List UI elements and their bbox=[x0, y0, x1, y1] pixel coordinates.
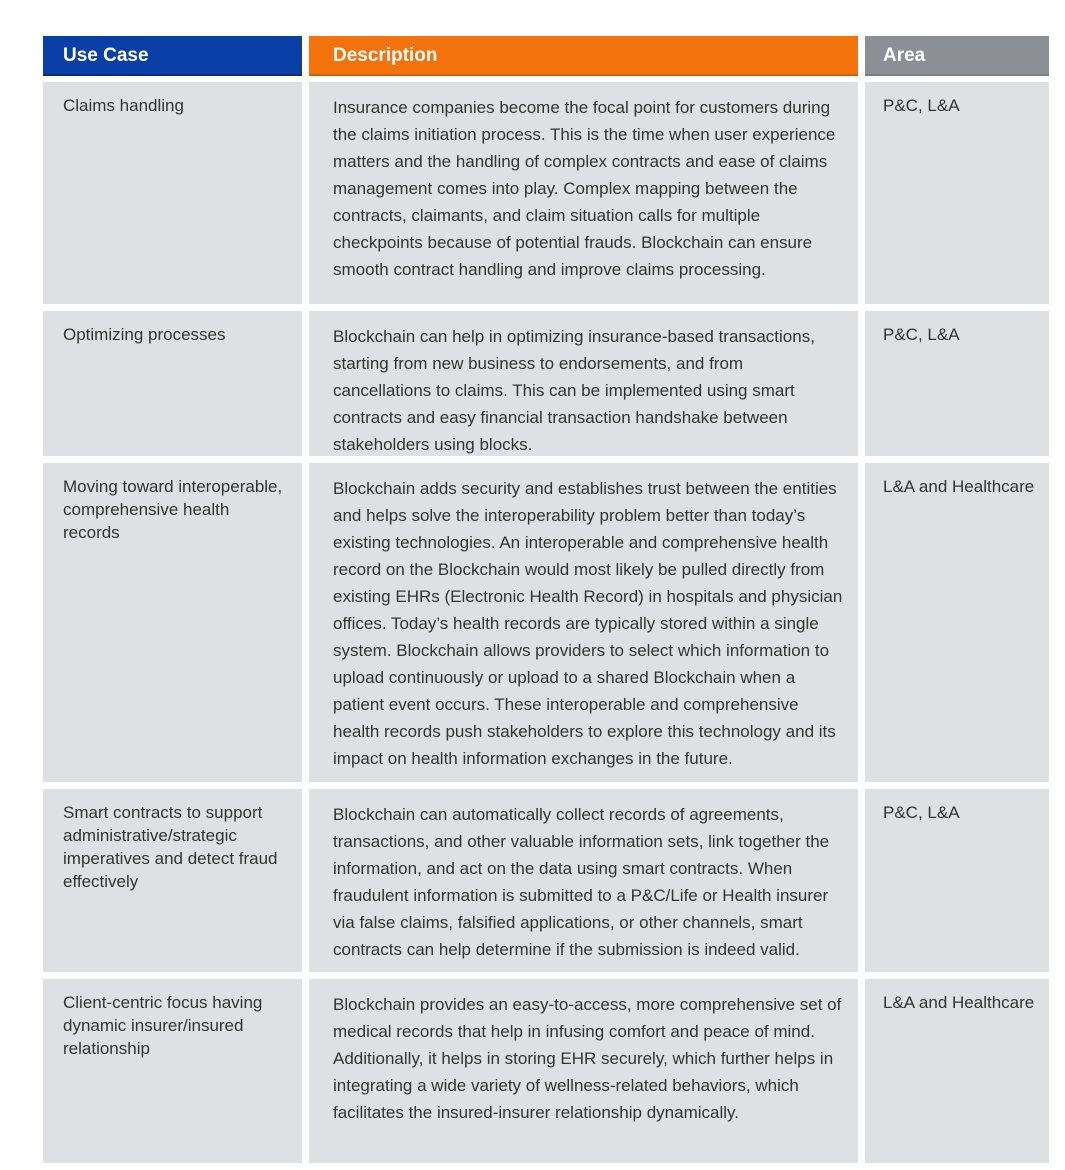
area-cell: P&C, L&A bbox=[865, 789, 1049, 972]
table-row bbox=[43, 311, 1051, 456]
table-row bbox=[43, 789, 1051, 972]
use-case-cell: Claims handling bbox=[43, 82, 302, 304]
table-row bbox=[43, 463, 1051, 782]
header-description: Description bbox=[309, 36, 858, 76]
table-row bbox=[43, 979, 1051, 1163]
description-cell: Blockchain can help in optimizing insurance-based transactions, starting from new business to endorsements, and from cancellations to claims. This can be implemented using smart contracts and easy financial transaction handshake between stakeholders using blocks. bbox=[309, 311, 858, 456]
table-row bbox=[43, 82, 1051, 304]
header-use-case: Use Case bbox=[43, 36, 302, 76]
use-case-cell: Client-centric focus having dynamic insurer/insured relationship bbox=[43, 979, 302, 1163]
area-cell: L&A and Healthcare bbox=[865, 463, 1049, 782]
description-cell: Blockchain provides an easy-to-access, more comprehensive set of medical records that help in infusing comfort and peace of mind. Additionally, it helps in storing EHR securely, which further helps in integrating a wide variety of wellness-related behaviors, which facilitates the insured-insurer relationship dynamically. bbox=[309, 979, 858, 1163]
description-cell: Blockchain adds security and establishes trust between the entities and helps solve the interoperability problem better than today’s existing technologies. An interoperable and comprehensive health record on the Blockchain would most likely be pulled directly from existing EHRs (Electronic Health Record) in hospitals and physician offices. Today’s health records are typically stored within a single system. Blockchain allows providers to select which information to upload continuously or upload to a shared Blockchain when a patient event occurs. These interoperable and comprehensive health records push stakeholders to explore this technology and its impact on health information exchanges in the future. bbox=[309, 463, 858, 782]
use-case-cell: Smart contracts to support administrative/strategic imperatives and detect fraud effectively bbox=[43, 789, 302, 972]
use-case-cell: Optimizing processes bbox=[43, 311, 302, 456]
description-cell: Blockchain can automatically collect records of agreements, transactions, and other valuable information sets, link together the information, and act on the data using smart contracts. When fraudulent information is submitted to a P&C/Life or Health insurer via false claims, falsified applications, or other channels, smart contracts can help determine if the submission is indeed valid. bbox=[309, 789, 858, 972]
use-case-table bbox=[43, 36, 1051, 1170]
area-cell: P&C, L&A bbox=[865, 311, 1049, 456]
area-cell: L&A and Healthcare bbox=[865, 979, 1049, 1163]
description-cell: Insurance companies become the focal point for customers during the claims initiation process. This is the time when user experience matters and the handling of complex contracts and ease of claims management comes into play. Complex mapping between the contracts, claimants, and claim situation calls for multiple checkpoints because of potential frauds. Blockchain can ensure smooth contract handling and improve claims processing. bbox=[309, 82, 858, 304]
table-header-row bbox=[43, 36, 1051, 76]
use-case-cell: Moving toward interoperable, comprehensive health records bbox=[43, 463, 302, 782]
header-area: Area bbox=[865, 36, 1049, 76]
area-cell: P&C, L&A bbox=[865, 82, 1049, 304]
